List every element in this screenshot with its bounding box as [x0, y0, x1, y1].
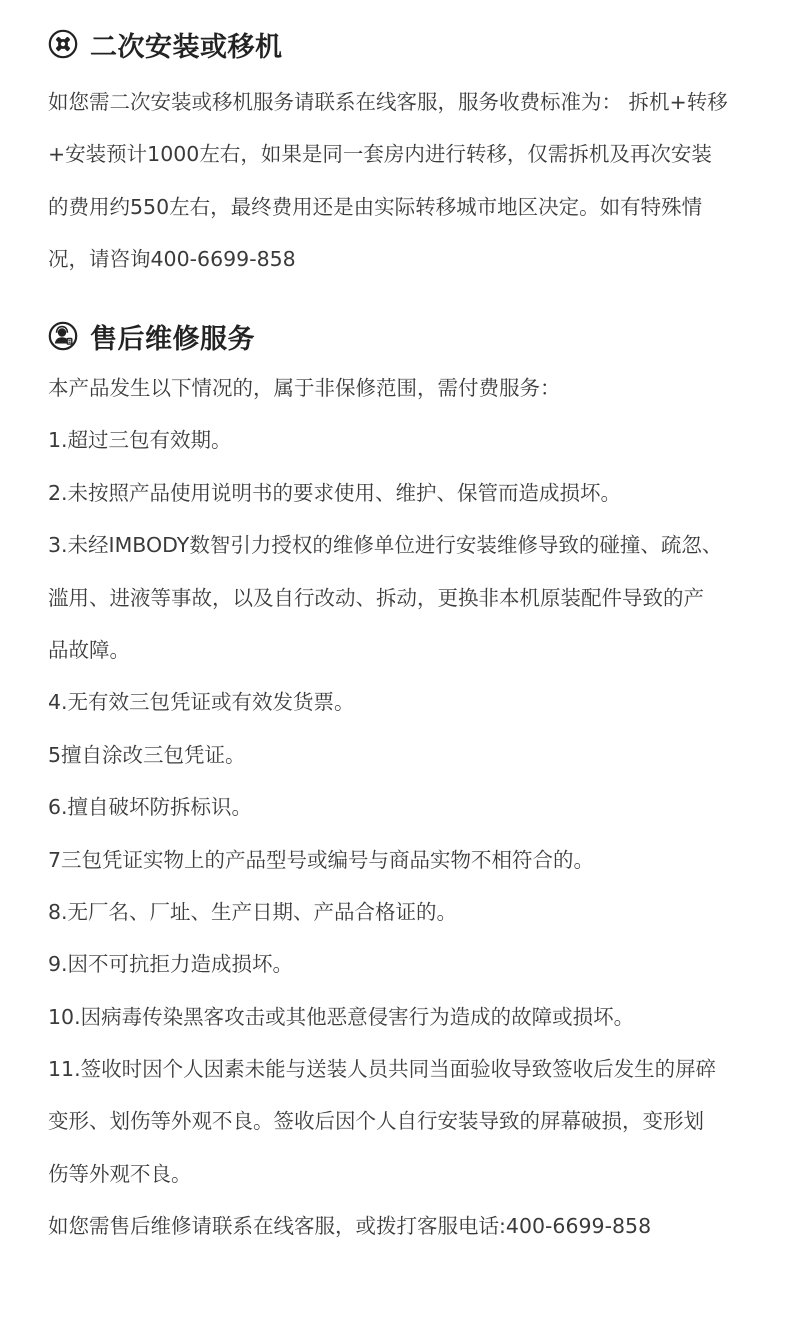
after-sales-line: 本产品发生以下情况的，属于非保修范围，需付费服务：	[48, 376, 561, 400]
reinstall-line: 的费用约550左右，最终费用还是由实际转移城市地区决定。如有特殊情	[48, 194, 703, 219]
after-sales-line: 10.因病毒传染黑客攻击或其他恶意侵害行为造成的故障或损坏。	[48, 1004, 635, 1029]
reinstall-line: 如您需二次安装或移机服务请联系在线客服，服务收费标准为： 拆机+转移	[48, 90, 728, 114]
after-sales-line: 11.签收时因个人因素未能与送装人员共同当面验收导致签收后发生的屏碎	[48, 1057, 717, 1082]
after-sales-line: 6.擅自破坏防拆标识。	[48, 795, 253, 820]
reinstall-line: 况，请咨询400-6699-858	[48, 247, 296, 272]
after-sales-section	[48, 314, 748, 1253]
reinstall-paragraph	[48, 76, 748, 286]
after-sales-line: 8.无厂名、厂址、生产日期、产品合格证的。	[48, 899, 458, 924]
after-sales-line: 品故障。	[48, 637, 130, 662]
reinstall-heading	[48, 22, 748, 66]
after-sales-heading	[48, 314, 748, 358]
reinstall-line: +安装预计1000左右，如果是同一套房内进行转移，仅需拆机及再次安装	[48, 142, 712, 167]
after-sales-title: 售后维修服务	[90, 323, 255, 355]
after-sales-line: 如您需售后维修请联系在线客服，或拨打客服电话:400-6699-858	[48, 1214, 652, 1239]
reinstall-title: 二次安装或移机	[90, 31, 283, 63]
after-sales-line: 1.超过三包有效期。	[48, 428, 232, 453]
customer-service-icon	[48, 321, 78, 351]
after-sales-line: 伤等外观不良。	[48, 1161, 192, 1186]
after-sales-line: 9.因不可抗拒力造成损坏。	[48, 952, 294, 977]
after-sales-line: 3.未经IMBODY数智引力授权的维修单位进行安装维修导致的碰撞、疏忽、	[48, 533, 723, 558]
after-sales-line: 2.未按照产品使用说明书的要求使用、维护、保管而造成损坏。	[48, 480, 622, 505]
after-sales-line: 滥用、进液等事故，以及自行改动、拆动，更换非本机原装配件导致的产	[48, 585, 704, 610]
reinstall-section	[48, 22, 748, 286]
after-sales-line: 4.无有效三包凭证或有效发货票。	[48, 690, 355, 715]
after-sales-line: 7三包凭证实物上的产品型号或编号与商品实物不相符合的。	[48, 847, 595, 872]
after-sales-line: 5擅自涂改三包凭证。	[48, 742, 246, 767]
after-sales-line: 变形、划伤等外观不良。签收后因个人自行安装导致的屏幕破损，变形划	[48, 1109, 704, 1134]
gear-badge-icon	[48, 29, 78, 59]
after-sales-list	[48, 362, 748, 1253]
